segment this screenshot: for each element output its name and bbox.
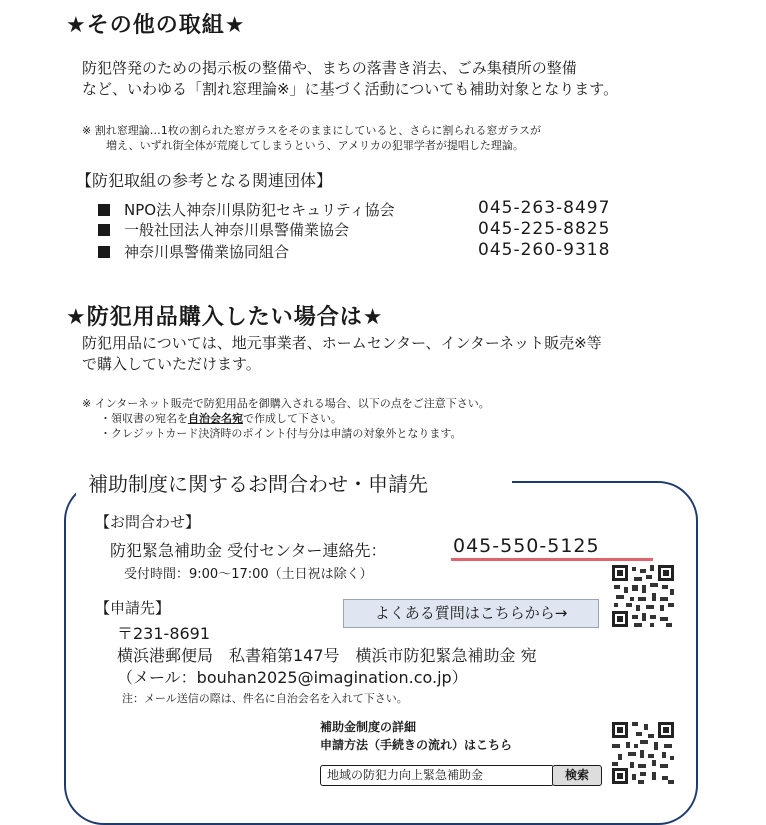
inquiry-heading: 【お問合わせ】 — [95, 513, 201, 531]
org-phone: 045-225-8825 — [478, 219, 611, 239]
apply-heading: 【申請先】 — [95, 599, 171, 617]
mailing-address: 横浜港郵便局 私書箱第147号 横浜市防犯緊急補助金 宛 — [117, 646, 537, 665]
inquiry-qr-code[interactable] — [610, 563, 676, 629]
purchase-text-2: で購入していただけます。 — [82, 355, 261, 373]
bullet-square-icon — [98, 204, 110, 216]
purchase-text-1: 防犯用品については、地元事業者、ホームセンター、インターネット販売※等 — [82, 334, 602, 352]
other-efforts-text-2: など、いわゆる「割れ窓理論※」に基づく活動についても補助対象となります。 — [82, 80, 619, 98]
note-emphasis: 自治会名宛 — [188, 412, 243, 425]
center-label: 防犯緊急補助金 受付センター連絡先： — [110, 541, 387, 560]
phone-underline — [451, 558, 653, 561]
org-item — [98, 199, 395, 220]
email-address[interactable]: （メール：bouhan2025@imagination.co.jp） — [117, 668, 468, 687]
detail-line-1: 補助金制度の詳細 — [320, 720, 417, 734]
internet-note-2 — [100, 411, 342, 426]
org-name: 一般社団法人神奈川県警備業協会 — [124, 221, 350, 239]
broken-window-note-1: ※ 割れ窓理論…1枚の割られた窓ガラスをそのままにしていると、さらに割られる窓ガラスが — [82, 124, 542, 137]
org-phone: 045-260-9318 — [478, 240, 611, 260]
detail-line-2: 申請方法（手続きの流れ）はこちら — [320, 738, 513, 752]
mail-note: 注：メール送信の際は、件名に自治会名を入れて下さい。 — [122, 692, 408, 705]
org-name: NPO法人神奈川県防犯セキュリティ協会 — [124, 201, 395, 219]
org-phone: 045-263-8497 — [478, 198, 611, 218]
search-button[interactable]: 検索 — [552, 765, 602, 786]
faq-button[interactable]: よくある質問はこちらから→ — [343, 599, 599, 628]
contact-title: 補助制度に関するお問合わせ・申請先 — [88, 472, 428, 496]
purchase-heading: ★防犯用品購入したい場合は★ — [66, 305, 384, 330]
bullet-square-icon — [98, 246, 110, 258]
broken-window-note-2: 増え、いずれ街全体が荒廃してしまうという、アメリカの犯罪学者が提唱した理論。 — [106, 139, 524, 152]
search-input[interactable]: 地域の防犯力向上緊急補助金 — [320, 765, 554, 786]
center-phone[interactable]: 045-550-5125 — [453, 535, 600, 557]
org-item — [98, 241, 289, 262]
org-name: 神奈川県警備業協同組合 — [124, 243, 290, 261]
internet-note-1: ※ インターネット販売で防犯用品を御購入される場合、以下の点をご注意下さい。 — [82, 397, 490, 410]
details-qr-code[interactable] — [610, 720, 676, 786]
note-text: で作成して下さい。 — [243, 412, 342, 425]
related-orgs-heading: 【防犯取組の参考となる関連団体】 — [76, 171, 333, 190]
postal-code: 〒231-8691 — [117, 624, 211, 643]
hours-text: 受付時間：9:00～17:00（土日祝は除く） — [124, 567, 373, 582]
internet-note-3: ・クレジットカード決済時のポイント付与分は申請の対象外となります。 — [100, 427, 462, 440]
bullet-square-icon — [98, 224, 110, 236]
note-text: ・領収書の宛名を — [100, 412, 188, 425]
org-item — [98, 219, 349, 240]
other-efforts-text-1: 防犯啓発のための掲示板の整備や、まちの落書き消去、ごみ集積所の整備 — [82, 59, 577, 77]
other-efforts-heading: ★その他の取組★ — [66, 13, 246, 38]
